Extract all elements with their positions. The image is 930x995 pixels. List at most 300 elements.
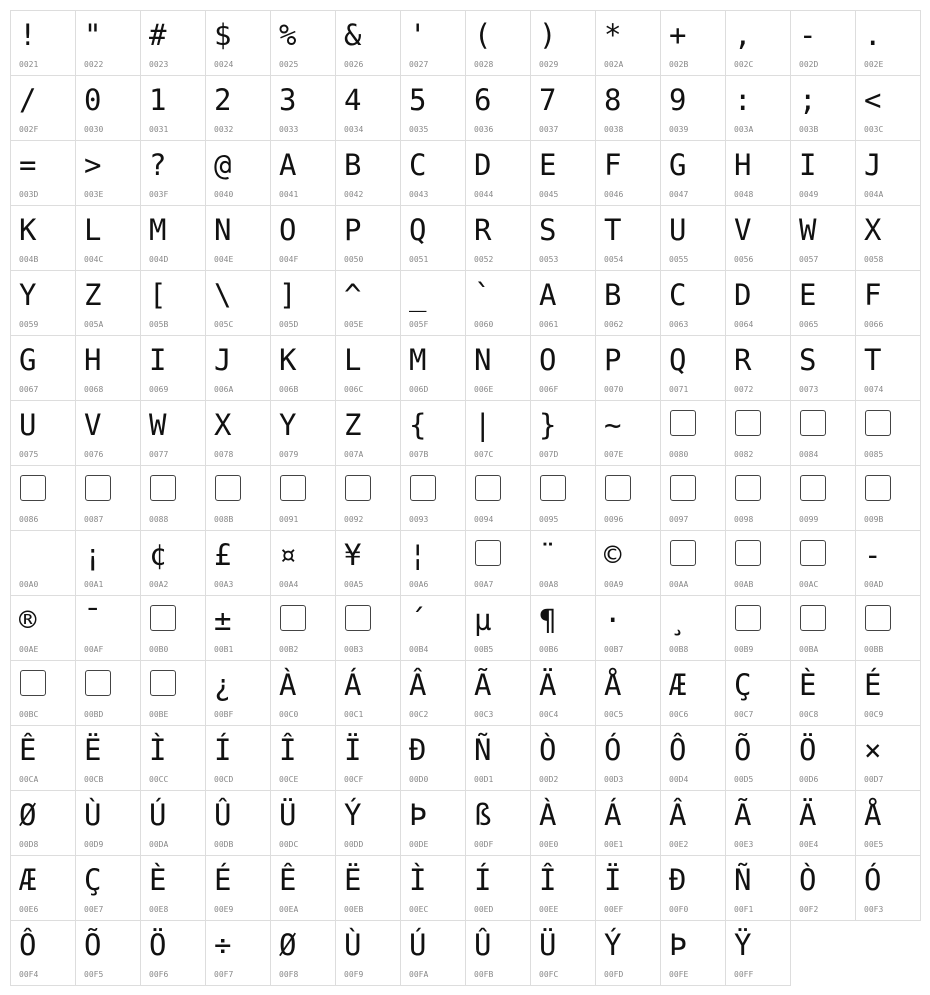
glyph-code-label: 0029	[539, 60, 559, 69]
glyph-code-label: 00A6	[409, 580, 429, 589]
glyph-cell	[660, 855, 726, 921]
glyph-cell	[335, 660, 401, 726]
glyph-cell	[660, 530, 726, 596]
glyph-char: 1	[149, 83, 167, 117]
glyph-code-label: 0061	[539, 320, 559, 329]
glyph-cell	[595, 595, 661, 661]
glyph-cell	[855, 205, 921, 271]
glyph-code-label: 00CC	[149, 775, 169, 784]
glyph-code-label: 0095	[539, 515, 559, 524]
glyph-char: I	[799, 148, 817, 182]
glyph-cell	[10, 920, 76, 986]
glyph-cell	[75, 75, 141, 141]
glyph-cell	[10, 855, 76, 921]
glyph-code-label: 003A	[734, 125, 754, 134]
glyph-char: ¸	[669, 603, 687, 637]
glyph-code-label: 0040	[214, 190, 234, 199]
glyph-cell	[10, 140, 76, 206]
glyph-code-label: 0096	[604, 515, 624, 524]
glyph-char: Ø	[279, 928, 297, 962]
glyph-code-label: 006C	[344, 385, 364, 394]
glyph-cell	[725, 725, 791, 791]
glyph-code-label: 002E	[864, 60, 884, 69]
glyph-char: Ó	[604, 733, 622, 767]
glyph-char: Â	[409, 668, 427, 702]
glyph-cell	[660, 75, 726, 141]
glyph-code-label: 00D5	[734, 775, 754, 784]
glyph-code-label: 0098	[734, 515, 754, 524]
glyph-char: L	[344, 343, 362, 377]
glyph-char: /	[19, 83, 37, 117]
glyph-code-label: 00DE	[409, 840, 429, 849]
glyph-code-label: 00F8	[279, 970, 299, 979]
glyph-cell	[595, 660, 661, 726]
glyph-cell	[270, 140, 336, 206]
glyph-cell	[530, 725, 596, 791]
glyph-cell	[335, 10, 401, 76]
glyph-code-label: 0076	[84, 450, 104, 459]
glyph-char: ^	[344, 278, 362, 312]
glyph-code-label: 00C1	[344, 710, 364, 719]
glyph-code-label: 00E0	[539, 840, 559, 849]
glyph-cell	[75, 790, 141, 856]
glyph-char: %	[279, 18, 297, 52]
glyph-cell	[790, 530, 856, 596]
glyph-char: ~	[604, 408, 622, 442]
glyph-char: Ì	[409, 863, 427, 897]
glyph-code-label: 0047	[669, 190, 689, 199]
glyph-char: 6	[474, 83, 492, 117]
glyph-cell	[400, 790, 466, 856]
glyph-code-label: 0059	[19, 320, 39, 329]
glyph-cell	[595, 725, 661, 791]
glyph-cell	[400, 75, 466, 141]
glyph-char: G	[19, 343, 37, 377]
glyph-cell	[140, 660, 206, 726]
glyph-char: I	[149, 343, 167, 377]
glyph-char: #	[149, 18, 167, 52]
glyph-cell	[855, 530, 921, 596]
glyph-code-label: 00D2	[539, 775, 559, 784]
glyph-char: Ù	[84, 798, 102, 832]
glyph-cell	[660, 595, 726, 661]
glyph-char: Ô	[669, 733, 687, 767]
glyph-cell	[10, 595, 76, 661]
glyph-cell	[660, 725, 726, 791]
glyph-cell	[335, 400, 401, 466]
glyph-char: É	[214, 863, 232, 897]
glyph-cell	[855, 400, 921, 466]
glyph-cell	[725, 75, 791, 141]
glyph-cell	[855, 725, 921, 791]
missing-glyph-box-icon	[605, 475, 631, 501]
glyph-code-label: 00AA	[669, 580, 689, 589]
missing-glyph-box-icon	[20, 670, 46, 696]
glyph-char: T	[864, 343, 882, 377]
glyph-code-label: 00DF	[474, 840, 494, 849]
glyph-cell	[205, 855, 271, 921]
glyph-code-label: 00AC	[799, 580, 819, 589]
glyph-cell	[335, 725, 401, 791]
glyph-char: Ù	[344, 928, 362, 962]
glyph-code-label: 0053	[539, 255, 559, 264]
glyph-code-label: 0079	[279, 450, 299, 459]
glyph-cell	[465, 530, 531, 596]
glyph-code-label: 003E	[84, 190, 104, 199]
glyph-code-label: 002F	[19, 125, 39, 134]
glyph-cell	[335, 595, 401, 661]
glyph-code-label: 00B1	[214, 645, 234, 654]
glyph-code-label: 0021	[19, 60, 39, 69]
glyph-code-label: 0086	[19, 515, 39, 524]
glyph-code-label: 00FA	[409, 970, 429, 979]
glyph-cell	[400, 465, 466, 531]
glyph-char: Ô	[19, 928, 37, 962]
glyph-cell	[75, 10, 141, 76]
glyph-cell	[855, 660, 921, 726]
glyph-code-label: 00F4	[19, 970, 39, 979]
glyph-char: U	[669, 213, 687, 247]
glyph-code-label: 0031	[149, 125, 169, 134]
glyph-char: H	[84, 343, 102, 377]
glyph-char: Û	[474, 928, 492, 962]
missing-glyph-box-icon	[410, 475, 436, 501]
glyph-code-label: 0094	[474, 515, 494, 524]
glyph-char: Í	[214, 733, 232, 767]
glyph-cell	[205, 530, 271, 596]
glyph-code-label: 005B	[149, 320, 169, 329]
glyph-cell	[270, 75, 336, 141]
glyph-cell	[335, 920, 401, 986]
glyph-char: Ò	[539, 733, 557, 767]
glyph-char: Ã	[734, 798, 752, 832]
glyph-char: Đ	[669, 863, 687, 897]
glyph-char: ¡	[84, 538, 102, 572]
glyph-cell	[855, 270, 921, 336]
glyph-code-label: 00B4	[409, 645, 429, 654]
glyph-cell	[400, 10, 466, 76]
glyph-code-label: 0084	[799, 450, 819, 459]
missing-glyph-box-icon	[280, 605, 306, 631]
glyph-code-label: 002B	[669, 60, 689, 69]
glyph-char: ×	[864, 733, 882, 767]
glyph-char: @	[214, 148, 232, 182]
glyph-char: Î	[279, 733, 297, 767]
glyph-code-label: 00DA	[149, 840, 169, 849]
glyph-char: O	[539, 343, 557, 377]
glyph-cell	[75, 400, 141, 466]
glyph-cell	[790, 140, 856, 206]
glyph-cell	[790, 10, 856, 76]
glyph-code-label: 00A0	[19, 580, 39, 589]
glyph-cell	[465, 660, 531, 726]
glyph-cell	[270, 790, 336, 856]
glyph-char: Å	[604, 668, 622, 702]
glyph-char: B	[344, 148, 362, 182]
glyph-code-label: 0056	[734, 255, 754, 264]
glyph-char: D	[734, 278, 752, 312]
glyph-code-label: 00CD	[214, 775, 234, 784]
glyph-code-label: 0051	[409, 255, 429, 264]
glyph-code-label: 00C7	[734, 710, 754, 719]
glyph-cell	[140, 920, 206, 986]
glyph-code-label: 0067	[19, 385, 39, 394]
glyph-char: ·	[604, 603, 622, 637]
glyph-cell	[725, 140, 791, 206]
glyph-char: Í	[474, 863, 492, 897]
glyph-char: Ý	[604, 928, 622, 962]
glyph-cell	[270, 660, 336, 726]
glyph-cell	[465, 790, 531, 856]
glyph-code-label: 004C	[84, 255, 104, 264]
glyph-code-label: 00F0	[669, 905, 689, 914]
glyph-code-label: 0036	[474, 125, 494, 134]
glyph-char: L	[84, 213, 102, 247]
glyph-char: }	[539, 408, 557, 442]
glyph-code-label: 00A8	[539, 580, 559, 589]
glyph-char: \	[214, 278, 232, 312]
glyph-code-label: 0087	[84, 515, 104, 524]
glyph-code-label: 00AE	[19, 645, 39, 654]
glyph-cell	[465, 400, 531, 466]
glyph-code-label: 00EC	[409, 905, 429, 914]
glyph-code-label: 006D	[409, 385, 429, 394]
glyph-cell	[855, 140, 921, 206]
missing-glyph-box-icon	[280, 475, 306, 501]
glyph-cell	[270, 205, 336, 271]
glyph-char: 5	[409, 83, 427, 117]
glyph-code-label: 00C5	[604, 710, 624, 719]
glyph-cell	[205, 920, 271, 986]
glyph-char: 9	[669, 83, 687, 117]
glyph-char: Z	[84, 278, 102, 312]
glyph-cell	[465, 270, 531, 336]
missing-glyph-box-icon	[150, 670, 176, 696]
glyph-cell	[335, 75, 401, 141]
glyph-code-label: 0037	[539, 125, 559, 134]
glyph-code-label: 0069	[149, 385, 169, 394]
glyph-code-label: 00F6	[149, 970, 169, 979]
glyph-code-label: 0058	[864, 255, 884, 264]
glyph-grid	[10, 10, 920, 985]
glyph-code-label: 0077	[149, 450, 169, 459]
glyph-cell	[205, 400, 271, 466]
glyph-char: Þ	[409, 798, 427, 832]
glyph-cell	[725, 595, 791, 661]
glyph-cell	[400, 205, 466, 271]
glyph-char: Ë	[84, 733, 102, 767]
missing-glyph-box-icon	[865, 605, 891, 631]
glyph-char: P	[344, 213, 362, 247]
glyph-code-label: 00B5	[474, 645, 494, 654]
glyph-code-label: 005A	[84, 320, 104, 329]
glyph-char: Ÿ	[734, 928, 752, 962]
glyph-code-label: 00A9	[604, 580, 624, 589]
glyph-code-label: 00CE	[279, 775, 299, 784]
missing-glyph-box-icon	[670, 475, 696, 501]
glyph-code-label: 00E5	[864, 840, 884, 849]
glyph-char: Ï	[344, 733, 362, 767]
glyph-cell	[75, 595, 141, 661]
glyph-char: C	[669, 278, 687, 312]
glyph-cell	[400, 725, 466, 791]
glyph-char: È	[799, 668, 817, 702]
glyph-code-label: 005E	[344, 320, 364, 329]
glyph-char: !	[19, 18, 37, 52]
glyph-code-label: 002D	[799, 60, 819, 69]
glyph-code-label: 00C8	[799, 710, 819, 719]
glyph-char: ±	[214, 603, 232, 637]
glyph-char: £	[214, 538, 232, 572]
glyph-char: ®	[19, 603, 37, 637]
glyph-cell	[465, 725, 531, 791]
glyph-cell	[660, 335, 726, 401]
glyph-cell	[10, 725, 76, 791]
glyph-code-label: 006F	[539, 385, 559, 394]
glyph-char: V	[734, 213, 752, 247]
glyph-code-label: 00E2	[669, 840, 689, 849]
glyph-char: ¦	[409, 538, 427, 572]
glyph-code-label: 0025	[279, 60, 299, 69]
glyph-code-label: 0043	[409, 190, 429, 199]
glyph-cell	[205, 75, 271, 141]
missing-glyph-box-icon	[800, 475, 826, 501]
glyph-cell	[725, 465, 791, 531]
glyph-code-label: 0028	[474, 60, 494, 69]
glyph-char: ¥	[344, 538, 362, 572]
glyph-char: ;	[799, 83, 817, 117]
glyph-code-label: 0065	[799, 320, 819, 329]
glyph-char: K	[279, 343, 297, 377]
glyph-char: H	[734, 148, 752, 182]
glyph-code-label: 0039	[669, 125, 689, 134]
glyph-cell	[75, 270, 141, 336]
glyph-code-label: 005D	[279, 320, 299, 329]
glyph-cell	[660, 205, 726, 271]
glyph-char: Ê	[19, 733, 37, 767]
glyph-cell	[530, 790, 596, 856]
glyph-code-label: 00F3	[864, 905, 884, 914]
glyph-code-label: 0071	[669, 385, 689, 394]
glyph-code-label: 00AD	[864, 580, 884, 589]
glyph-cell	[75, 140, 141, 206]
glyph-cell	[205, 725, 271, 791]
glyph-char: &	[344, 18, 362, 52]
glyph-cell	[725, 335, 791, 401]
glyph-cell	[790, 855, 856, 921]
glyph-char: Õ	[734, 733, 752, 767]
glyph-cell	[400, 595, 466, 661]
missing-glyph-box-icon	[865, 410, 891, 436]
glyph-char: D	[474, 148, 492, 182]
glyph-char: A	[279, 148, 297, 182]
glyph-char: µ	[474, 603, 492, 637]
glyph-code-label: 0055	[669, 255, 689, 264]
glyph-code-label: 00D7	[864, 775, 884, 784]
glyph-cell	[790, 205, 856, 271]
glyph-char: Ý	[344, 798, 362, 832]
glyph-code-label: 00D9	[84, 840, 104, 849]
glyph-cell	[465, 140, 531, 206]
glyph-cell	[10, 465, 76, 531]
glyph-char: Ë	[344, 863, 362, 897]
glyph-char: $	[214, 18, 232, 52]
glyph-code-label: 00D8	[19, 840, 39, 849]
glyph-cell	[595, 855, 661, 921]
glyph-char: ?	[149, 148, 167, 182]
glyph-cell	[140, 140, 206, 206]
glyph-char: Ö	[799, 733, 817, 767]
glyph-code-label: 003F	[149, 190, 169, 199]
glyph-code-label: 0048	[734, 190, 754, 199]
glyph-code-label: 0041	[279, 190, 299, 199]
glyph-code-label: 0064	[734, 320, 754, 329]
glyph-char: ¨	[539, 538, 557, 572]
glyph-code-label: 00DD	[344, 840, 364, 849]
glyph-char: *	[604, 18, 622, 52]
glyph-cell	[270, 530, 336, 596]
glyph-char: '	[409, 18, 427, 52]
glyph-cell	[595, 400, 661, 466]
glyph-cell	[790, 75, 856, 141]
glyph-cell	[335, 465, 401, 531]
glyph-cell	[140, 530, 206, 596]
glyph-cell	[790, 790, 856, 856]
glyph-cell	[790, 660, 856, 726]
glyph-cell	[270, 335, 336, 401]
glyph-cell	[725, 660, 791, 726]
glyph-char: _	[409, 278, 427, 312]
glyph-code-label: 00DB	[214, 840, 234, 849]
glyph-char: C	[409, 148, 427, 182]
glyph-cell	[660, 270, 726, 336]
glyph-cell	[400, 400, 466, 466]
glyph-cell	[335, 205, 401, 271]
glyph-char: Ä	[799, 798, 817, 832]
glyph-code-label: 00B0	[149, 645, 169, 654]
glyph-code-label: 0068	[84, 385, 104, 394]
glyph-code-label: 008B	[214, 515, 234, 524]
glyph-cell	[530, 75, 596, 141]
glyph-char: V	[84, 408, 102, 442]
glyph-code-label: 00A5	[344, 580, 364, 589]
glyph-cell	[270, 595, 336, 661]
glyph-code-label: 00C2	[409, 710, 429, 719]
glyph-char: -	[799, 18, 817, 52]
glyph-code-label: 00B6	[539, 645, 559, 654]
glyph-char: W	[799, 213, 817, 247]
glyph-cell	[530, 10, 596, 76]
glyph-code-label: 00E8	[149, 905, 169, 914]
glyph-code-label: 0034	[344, 125, 364, 134]
glyph-code-label: 00E4	[799, 840, 819, 849]
glyph-cell	[790, 725, 856, 791]
glyph-code-label: 0046	[604, 190, 624, 199]
glyph-cell	[660, 465, 726, 531]
glyph-char: |	[474, 408, 492, 442]
glyph-char: 7	[539, 83, 557, 117]
glyph-code-label: 00BE	[149, 710, 169, 719]
glyph-char: Ü	[279, 798, 297, 832]
glyph-char: ¯	[84, 603, 102, 637]
glyph-code-label: 00FC	[539, 970, 559, 979]
glyph-char: (	[474, 18, 492, 52]
missing-glyph-box-icon	[735, 410, 761, 436]
glyph-char: ¤	[279, 538, 297, 572]
glyph-code-label: 00B8	[669, 645, 689, 654]
glyph-cell	[725, 920, 791, 986]
glyph-char: +	[669, 18, 687, 52]
